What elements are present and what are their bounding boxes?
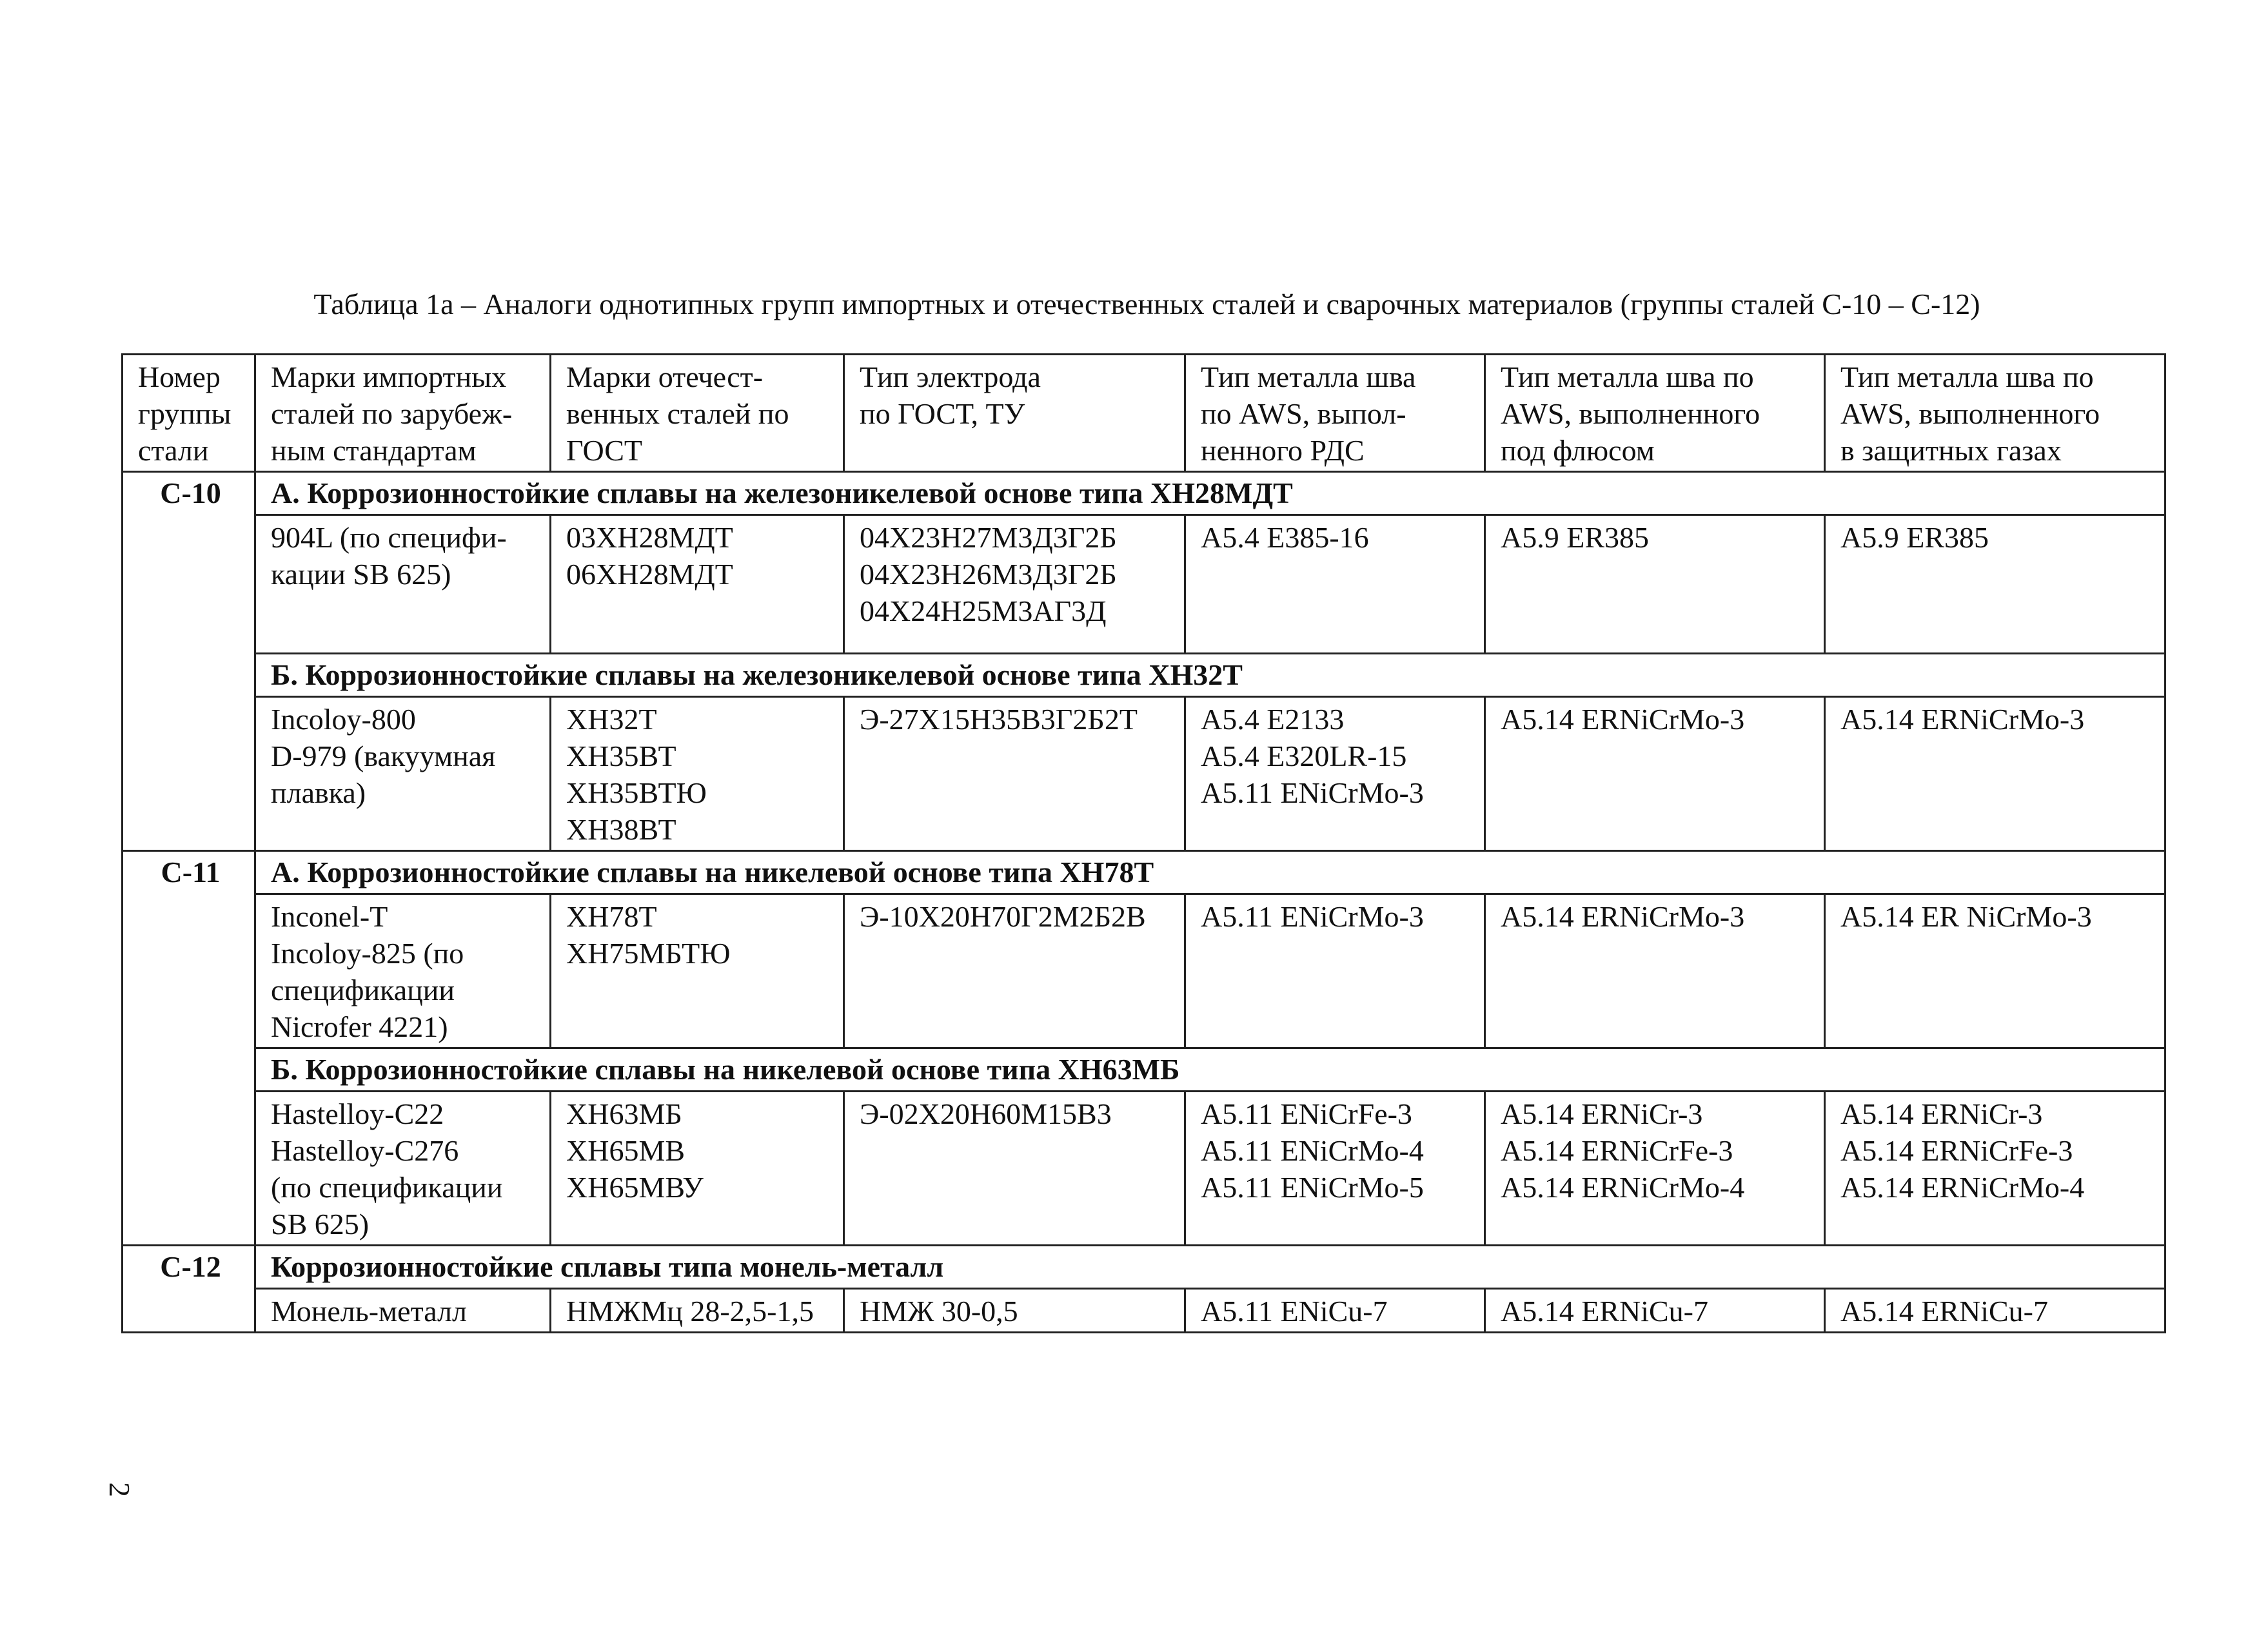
table-cell	[1825, 515, 2165, 654]
table-cell	[551, 1289, 844, 1333]
table-cell	[1185, 1092, 1485, 1246]
header-cell	[255, 355, 551, 472]
cell-text: A5.9 ER385	[1840, 521, 1989, 554]
group-number-cell	[123, 851, 255, 1246]
header-text: Тип металла шва по AWS, выпол- ненного РДС	[1201, 360, 1416, 467]
cell-text: Э-27Х15Н35В3Г2Б2Т	[860, 703, 1138, 736]
cell-text: A5.4 E2133 A5.4 E320LR-15 A5.11 ENiCrMo-3	[1201, 703, 1424, 809]
table-row	[123, 894, 2165, 1048]
cell-text: ХН63МБ ХН65МВ ХН65МВУ	[566, 1097, 704, 1204]
table-cell	[255, 894, 551, 1048]
table-cell	[1485, 1289, 1825, 1333]
cell-text: A5.11 ENiCrFe-3 A5.11 ENiCrMo-4 A5.11 ENiCrMo-5	[1201, 1097, 1424, 1204]
steel-analogs-table	[121, 353, 2166, 1333]
table-cell	[844, 894, 1185, 1048]
table-cell	[551, 515, 844, 654]
cell-text: 03ХН28МДТ 06ХН28МДТ	[566, 521, 733, 591]
header-cell	[1485, 355, 1825, 472]
table-cell	[1485, 515, 1825, 654]
cell-text: A5.14 ERNiCrMo-3	[1501, 703, 1745, 736]
table-row	[123, 1092, 2165, 1246]
header-text: Тип электрода по ГОСТ, ТУ	[860, 360, 1041, 430]
table-cell	[255, 1092, 551, 1246]
table-cell	[844, 697, 1185, 851]
cell-text: 04Х23Н27М3Д3Г2Б 04Х23Н26М3Д3Г2Б 04Х24Н25М3АГ3Д	[860, 521, 1117, 627]
cell-text: A5.4 E385-16	[1201, 521, 1369, 554]
header-text: Тип металла шва по AWS, выполненного под флюсом	[1501, 360, 1760, 467]
cell-text: A5.14 ER NiCrMo-3	[1840, 900, 2092, 933]
header-cell	[1185, 355, 1485, 472]
cell-text: ХН32Т ХН35ВТ ХН35ВТЮ ХН38ВТ	[566, 703, 707, 846]
header-cell	[551, 355, 844, 472]
group-number-cell	[123, 472, 255, 851]
header-row	[123, 355, 2165, 472]
header-text: Марки импортных сталей по зарубеж- ным стандартам	[271, 360, 513, 467]
group-number: С-12	[160, 1250, 221, 1283]
cell-text: A5.11 ENiCu-7	[1201, 1295, 1388, 1328]
cell-text: A5.14 ERNiCu-7	[1840, 1295, 2048, 1328]
table-cell	[1825, 894, 2165, 1048]
section-title: А. Коррозионностойкие сплавы на железоникелевой основе типа ХН28МДТ	[271, 476, 1293, 509]
header-text: Номер группы стали	[138, 360, 232, 467]
table-cell	[844, 515, 1185, 654]
cell-text: НМЖМц 28-2,5-1,5	[566, 1295, 814, 1328]
section-title: Б. Коррозионностойкие сплавы на никелевой основе типа ХН63МБ	[271, 1053, 1180, 1086]
header-text: Тип металла шва по AWS, выполненного в защитных газах	[1840, 360, 2100, 467]
table-cell	[551, 697, 844, 851]
cell-text: A5.11 ENiCrMo-3	[1201, 900, 1424, 933]
section-title: А. Коррозионностойкие сплавы на никелевой основе типа ХН78Т	[271, 856, 1154, 888]
cell-text: 904L (по специфи- кации SB 625)	[271, 521, 507, 591]
table-cell	[551, 1092, 844, 1246]
header-cell	[1825, 355, 2165, 472]
table-cell	[1485, 1092, 1825, 1246]
cell-text: Монель-металл	[271, 1295, 467, 1328]
section-title: Коррозионностойкие сплавы типа монель-металл	[271, 1250, 944, 1283]
table-cell	[1825, 1289, 2165, 1333]
cell-text: A5.14 ERNiCrMo-3	[1501, 900, 1745, 933]
section-title-cell	[255, 472, 2165, 515]
cell-text: A5.9 ER385	[1501, 521, 1649, 554]
cell-text: ХН78Т ХН75МБТЮ	[566, 900, 731, 970]
header-cell	[123, 355, 255, 472]
table-caption: Таблица 1а – Аналоги однотипных групп импортных и отечественных сталей и сварочных материалов (группы сталей С-10 – С-12)	[313, 288, 1980, 320]
cell-text: A5.14 ERNiCu-7	[1501, 1295, 1708, 1328]
table-cell	[1185, 1289, 1485, 1333]
group-number: С-10	[160, 476, 221, 509]
table-cell	[255, 515, 551, 654]
cell-text: Э-10Х20Н70Г2М2Б2В	[860, 900, 1146, 933]
table-row	[123, 697, 2165, 851]
cell-text: Incoloy-800 D-979 (вакуумная плавка)	[271, 703, 496, 809]
group-number-cell	[123, 1246, 255, 1333]
section-title: Б. Коррозионностойкие сплавы на железоникелевой основе типа ХН32Т	[271, 658, 1243, 691]
cell-text: A5.14 ERNiCr-3 A5.14 ERNiCrFe-3 A5.14 ERNiCrMo-4	[1840, 1097, 2085, 1204]
table-row	[123, 1289, 2165, 1333]
section-title-cell	[255, 1246, 2165, 1289]
group-number: С-11	[161, 856, 221, 888]
section-title-row	[123, 1048, 2165, 1092]
section-title-cell	[255, 1048, 2165, 1092]
table-cell	[551, 894, 844, 1048]
table-row	[123, 515, 2165, 654]
section-title-cell	[255, 654, 2165, 697]
table-cell	[1485, 894, 1825, 1048]
table-cell	[255, 1289, 551, 1333]
cell-text: Э-02Х20Н60М15В3	[860, 1097, 1112, 1130]
section-title-row	[123, 1246, 2165, 1289]
section-title-cell	[255, 851, 2165, 894]
cell-text: A5.14 ERNiCrMo-3	[1840, 703, 2085, 736]
table-cell	[255, 697, 551, 851]
cell-text: НМЖ 30-0,5	[860, 1295, 1018, 1328]
section-title-row	[123, 851, 2165, 894]
table-cell	[844, 1289, 1185, 1333]
cell-text: Hastelloy-C22 Hastelloy-C276 (по спецификации SB 625)	[271, 1097, 503, 1241]
header-cell	[844, 355, 1185, 472]
table-cell	[1825, 1092, 2165, 1246]
table-cell	[1185, 697, 1485, 851]
cell-text: Inconel-T Incoloy-825 (по спецификации Nicrofer 4221)	[271, 900, 464, 1043]
cell-text: A5.14 ERNiCr-3 A5.14 ERNiCrFe-3 A5.14 ERNiCrMo-4	[1501, 1097, 1745, 1204]
page-number: 2	[103, 1482, 136, 1497]
section-title-row	[123, 472, 2165, 515]
section-title-row	[123, 654, 2165, 697]
table-cell	[1185, 894, 1485, 1048]
header-text: Марки отечест- венных сталей по ГОСТ	[566, 360, 789, 467]
table-cell	[1825, 697, 2165, 851]
table-cell	[844, 1092, 1185, 1246]
table-cell	[1485, 697, 1825, 851]
table-cell	[1185, 515, 1485, 654]
